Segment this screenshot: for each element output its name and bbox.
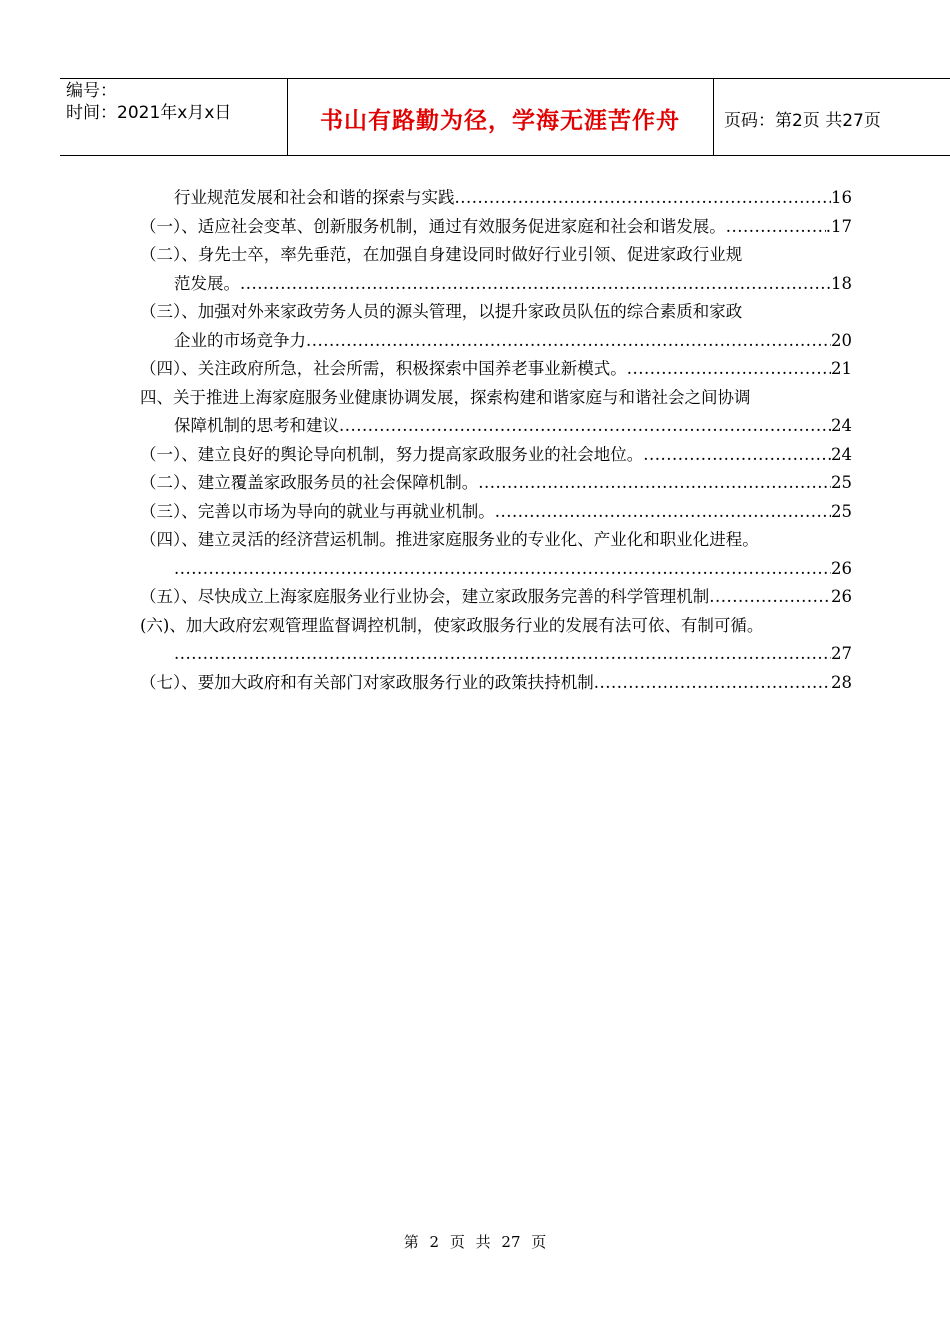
- toc-entry-text: 保障机制的思考和建议: [174, 416, 339, 435]
- toc-entry[interactable]: [140, 298, 852, 355]
- number-label: 编号：: [66, 81, 117, 101]
- toc-line: [140, 555, 852, 584]
- toc-leader-dots: [495, 498, 831, 527]
- toc-line: [140, 213, 852, 242]
- toc-line: [140, 412, 852, 441]
- toc-line: [140, 669, 852, 698]
- toc-line: [140, 241, 852, 270]
- toc-entry-text: （一）、建立良好的舆论导向机制，努力提高家政服务业的社会地位。: [140, 444, 644, 464]
- toc-entry-text: 四、关于推进上海家庭服务业健康协调发展，探索构建和谐家庭与和谐社会之间协调: [140, 387, 751, 407]
- toc-leader-dots: [643, 441, 831, 470]
- toc-leader-dots: [174, 555, 831, 584]
- header-motto: 书山有路勤为径，学海无涯苦作舟: [320, 108, 680, 134]
- toc-entry[interactable]: [140, 469, 852, 498]
- toc-entry[interactable]: [140, 384, 852, 441]
- toc-leader-dots: [627, 355, 831, 384]
- toc-leader-dots: [594, 669, 831, 698]
- toc-entry-text: （四）、建立灵活的经济营运机制。推进家庭服务业的专业化、产业化和职业化进程。: [140, 530, 759, 549]
- toc-page-number: 26: [831, 587, 852, 606]
- toc-page-number: 28: [831, 672, 852, 692]
- toc-leader-dots: [306, 327, 831, 356]
- toc-line: [140, 270, 852, 299]
- toc-entry[interactable]: [140, 213, 852, 242]
- toc-page-number: .17: [825, 216, 852, 236]
- header-meta: [66, 80, 231, 124]
- toc-entry[interactable]: [140, 583, 852, 612]
- toc-line: [140, 184, 852, 213]
- toc-line: [140, 355, 852, 384]
- toc-entry-text: （一）、适应社会变革、创新服务机制，通过有效服务促进家庭和社会和谐发展。: [140, 216, 726, 236]
- footer-ye2: 页: [531, 1233, 547, 1251]
- toc-line: [140, 526, 852, 555]
- toc-entry-text: 行业规范发展和社会和谐的探索与实践: [174, 188, 455, 207]
- toc-entry-text: （三）、完善以市场为导向的就业与再就业机制。: [140, 501, 495, 521]
- toc-entry-text: （二）、建立覆盖家政服务员的社会保障机制。: [140, 473, 479, 492]
- toc-entry-text: （三）、加强对外来家政劳务人员的源头管理，以提升家政员队伍的综合素质和家政: [140, 302, 743, 321]
- header-top-rule: [60, 78, 950, 79]
- table-of-contents: [140, 184, 852, 697]
- toc-entry-text: （七）、要加大政府和有关部门对家政服务行业的政策扶持机制: [140, 672, 594, 692]
- toc-entry[interactable]: [140, 669, 852, 698]
- footer-gong: 共: [475, 1233, 491, 1251]
- toc-page-number: 20: [831, 330, 852, 350]
- toc-line: [140, 469, 852, 498]
- toc-entry-text: （二）、身先士卒，率先垂范，在加强自身建设同时做好行业引领、促进家政行业规: [140, 245, 743, 264]
- toc-entry[interactable]: [140, 498, 852, 527]
- toc-line: [140, 327, 852, 356]
- page-footer: [0, 1231, 950, 1252]
- toc-page-number: 16: [831, 188, 852, 207]
- toc-line: [140, 384, 852, 413]
- toc-page-number: 18: [831, 273, 852, 293]
- toc-entry[interactable]: [140, 612, 852, 669]
- toc-entry[interactable]: [140, 355, 852, 384]
- toc-line: [140, 498, 852, 527]
- toc-leader-dots: [339, 412, 831, 441]
- time-label: 时间：2021年x月x日: [66, 103, 232, 123]
- footer-ye: 页: [449, 1233, 465, 1251]
- toc-entry[interactable]: [140, 184, 852, 213]
- toc-entry-text: （四）、关注政府所急，社会所需，积极探索中国养老事业新模式。: [140, 359, 627, 378]
- toc-line: [140, 612, 852, 641]
- toc-leader-dots: [709, 583, 831, 612]
- toc-page-number: 27: [831, 644, 852, 663]
- toc-page-number: 26: [831, 558, 852, 578]
- header-bottom-rule: [60, 155, 950, 156]
- toc-page-number: 24: [831, 416, 852, 435]
- toc-line: [140, 640, 852, 669]
- toc-page-number: 24: [831, 444, 852, 464]
- toc-entry-text: （五）、尽快成立上海家庭服务业行业协会，建立家政服务完善的科学管理机制: [140, 587, 710, 606]
- footer-page-num: 2: [429, 1233, 440, 1251]
- toc-entry-text: 范发展。: [174, 273, 240, 293]
- toc-entry[interactable]: [140, 241, 852, 298]
- toc-leader-dots: [478, 469, 831, 498]
- toc-line: [140, 441, 852, 470]
- toc-page-number: 25: [831, 501, 852, 521]
- header-page-info: 页码：第2页 共27页: [724, 111, 881, 131]
- header-divider-right: [713, 78, 714, 155]
- toc-entry-text: (六)、加大政府宏观管理监督调控机制，使家政服务行业的发展有法可依、有制可循。: [140, 615, 764, 635]
- toc-entry[interactable]: [140, 526, 852, 583]
- footer-total: 27: [501, 1233, 521, 1251]
- toc-line: [140, 298, 852, 327]
- toc-leader-dots: [455, 184, 832, 213]
- toc-page-number: 21: [831, 359, 852, 378]
- toc-leader-dots: [174, 640, 831, 669]
- toc-entry[interactable]: [140, 441, 852, 470]
- toc-page-number: 25: [831, 473, 852, 492]
- toc-leader-dots: [240, 270, 831, 299]
- toc-entry-text: 企业的市场竞争力: [174, 330, 306, 350]
- toc-leader-dots: [726, 213, 826, 242]
- toc-line: [140, 583, 852, 612]
- footer-di: 第: [403, 1233, 419, 1251]
